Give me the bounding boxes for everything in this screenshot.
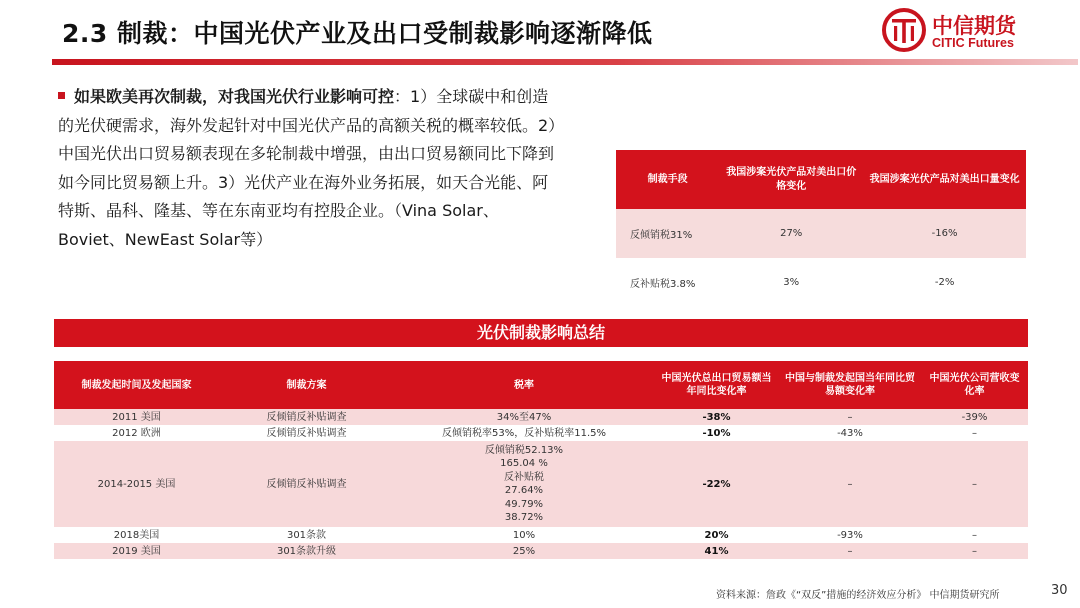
table-cell: 2014-2015 美国 bbox=[54, 441, 219, 527]
title-divider bbox=[52, 59, 1078, 65]
table-cell: -10% bbox=[654, 425, 779, 441]
summary-table-header: 中国光伏总出口贸易额当年同比变化率 bbox=[654, 361, 779, 409]
sanction-summary-table bbox=[54, 361, 1028, 559]
table-cell: 反倾销反补贴调查 bbox=[219, 441, 394, 527]
summary-banner: 光伏制裁影响总结 bbox=[54, 319, 1028, 347]
table-cell: – bbox=[921, 527, 1028, 543]
table-cell: -93% bbox=[779, 527, 921, 543]
table-row bbox=[54, 409, 1028, 425]
table-cell: 10% bbox=[394, 527, 654, 543]
table-row bbox=[54, 441, 1028, 527]
table-cell: 2011 美国 bbox=[54, 409, 219, 425]
summary-table-header: 制裁方案 bbox=[219, 361, 394, 409]
table-cell: 2018美国 bbox=[54, 527, 219, 543]
bullet-paragraph bbox=[58, 83, 558, 254]
bullet-square-icon bbox=[58, 92, 65, 99]
small-table-header: 制裁手段 bbox=[616, 150, 719, 209]
table-row bbox=[616, 258, 1026, 307]
bullet-body-text: ：1）全球碳中和创造的光伏硬需求，海外发起针对中国光伏产品的高额关税的概率较低。2）中国光伏出口贸易额表现在多轮制裁中增强，由出口贸易额同比下降到如今同比贸易额上升。3）光伏产业在海外业务拓展，如天合光能、阿特斯、晶科、隆基、等在东南亚均有控股企业。（Vina Solar、Boviet、NewEast Solar等） bbox=[58, 87, 557, 249]
logo-english-name: CITIC Futures bbox=[932, 36, 1014, 50]
table-row bbox=[616, 209, 1026, 258]
rate-line: 49.79% bbox=[504, 498, 544, 510]
table-cell: -16% bbox=[863, 209, 1026, 258]
table-cell: – bbox=[921, 441, 1028, 527]
table-row bbox=[54, 425, 1028, 441]
table-cell bbox=[394, 441, 654, 527]
source-note: 资料来源：詹政《“双反”措施的经济效应分析》 中信期货研究所 bbox=[716, 590, 1000, 601]
table-cell: -39% bbox=[921, 409, 1028, 425]
table-cell: 2012 欧洲 bbox=[54, 425, 219, 441]
table-cell: 301条款升级 bbox=[219, 543, 394, 559]
table-cell: 3% bbox=[719, 258, 863, 307]
bullet-bold-text: 如果欧美再次制裁，对我国光伏行业影响可控 bbox=[74, 87, 395, 106]
table-cell: – bbox=[921, 425, 1028, 441]
table-cell: 20% bbox=[654, 527, 779, 543]
table-cell: – bbox=[779, 543, 921, 559]
table-cell: 反倾销税率53%，反补贴税率11.5% bbox=[394, 425, 654, 441]
table-cell: 反补贴税3.8% bbox=[616, 258, 719, 307]
rate-line: 38.72% bbox=[504, 512, 544, 523]
small-table-header: 我国涉案光伏产品对美出口价格变化 bbox=[719, 150, 863, 209]
summary-table-header: 制裁发起时间及发起国家 bbox=[54, 361, 219, 409]
table-cell: -2% bbox=[863, 258, 1026, 307]
table-row bbox=[54, 527, 1028, 543]
table-cell: -38% bbox=[654, 409, 779, 425]
table-cell: 301条款 bbox=[219, 527, 394, 543]
small-table-header: 我国涉案光伏产品对美出口量变化 bbox=[863, 150, 1026, 209]
table-cell: 反倾销反补贴调查 bbox=[219, 409, 394, 425]
page-title: 2.3 制裁：中国光伏产业及出口受制裁影响逐渐降低 bbox=[62, 19, 653, 48]
table-cell: 34%至47% bbox=[394, 409, 654, 425]
table-cell: 27% bbox=[719, 209, 863, 258]
table-cell: 41% bbox=[654, 543, 779, 559]
table-cell: -22% bbox=[654, 441, 779, 527]
table-cell: 反倾销反补贴调查 bbox=[219, 425, 394, 441]
table-cell: 2019 美国 bbox=[54, 543, 219, 559]
table-cell: 反倾销税31% bbox=[616, 209, 719, 258]
table-cell: – bbox=[921, 543, 1028, 559]
table-cell: – bbox=[779, 409, 921, 425]
rate-line: 165.04 % bbox=[500, 458, 548, 469]
citic-futures-logo bbox=[882, 8, 1072, 58]
table-row bbox=[54, 543, 1028, 559]
citic-logo-icon bbox=[882, 8, 926, 52]
summary-table-header: 中国光伏公司营收变化率 bbox=[921, 361, 1028, 409]
table-cell: – bbox=[779, 441, 921, 527]
rate-line: 反补贴税 bbox=[504, 471, 544, 483]
summary-table-header: 中国与制裁发起国当年同比贸易额变化率 bbox=[779, 361, 921, 409]
rate-line: 反倾销税52.13% bbox=[484, 444, 564, 456]
rate-line: 27.64% bbox=[504, 485, 544, 496]
logo-chinese-name: 中信期货 bbox=[932, 14, 1016, 38]
table-cell: -43% bbox=[779, 425, 921, 441]
summary-table-header: 税率 bbox=[394, 361, 654, 409]
table-cell: 25% bbox=[394, 543, 654, 559]
sanction-impact-table bbox=[616, 150, 1026, 307]
page-number: 30 bbox=[1051, 583, 1068, 598]
